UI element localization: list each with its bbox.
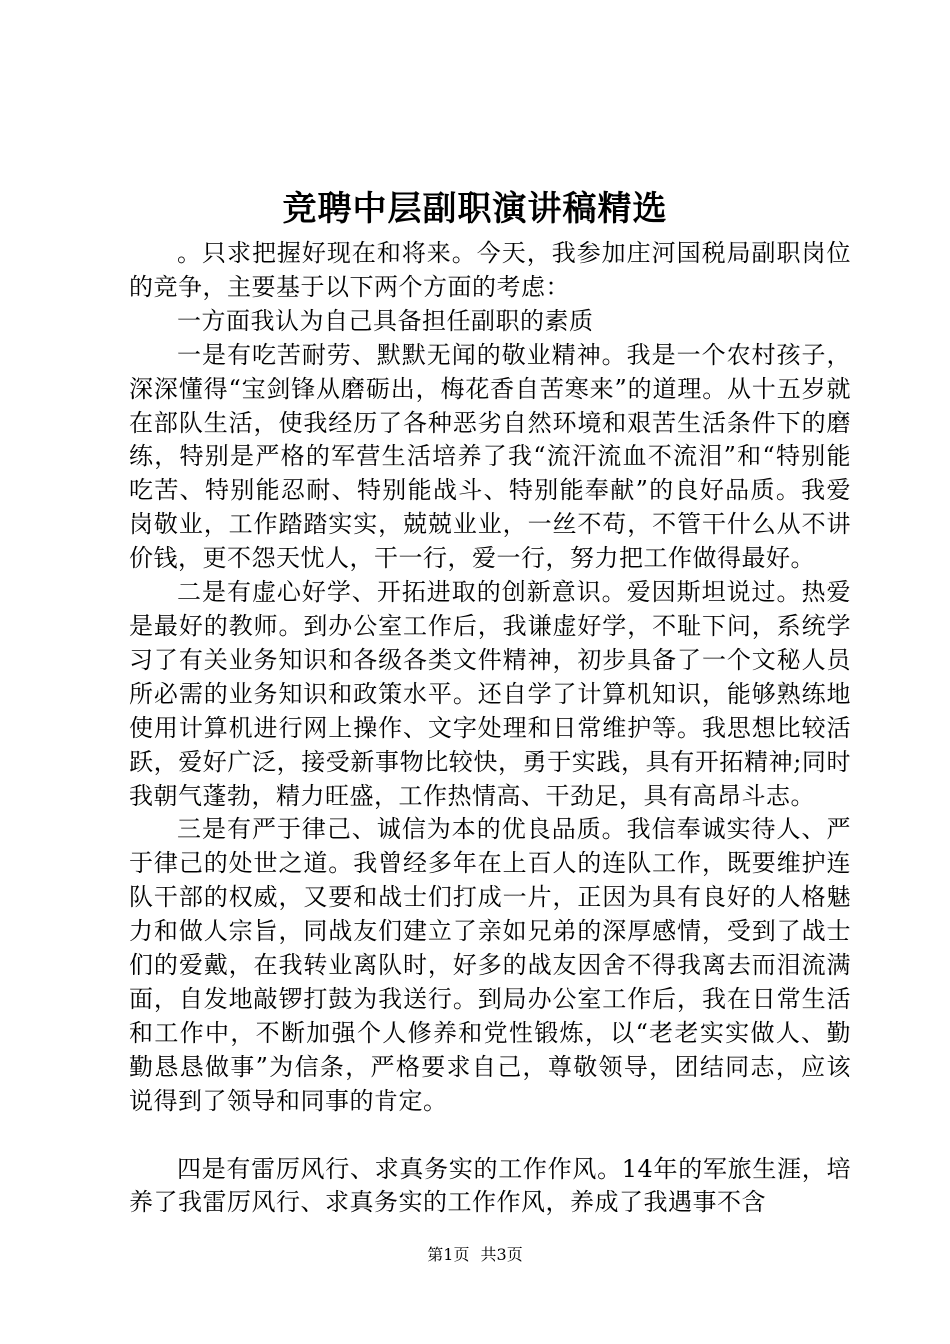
- page-total: 共3页: [480, 1245, 523, 1264]
- document-title: 竞聘中层副职演讲稿精选: [282, 189, 668, 229]
- paragraph-point-one: 一是有吃苦耐劳、默默无闻的敬业精神。我是一个农村孩子，深深懂得“宝剑锋从磨砺出，梅花香自苦寒来”的道理。从十五岁就在部队生活，使我经历了各种恶劣自然环境和艰苦生活条件下的磨练，特别是严格的军营生活培养了我“流汗流血不流泪”和“特别能吃苦、特别能忍耐、特别能战斗、特别能奉献”的良好品质。我爱岗敬业，工作踏踏实实，兢兢业业，一丝不苟，不管干什么从不讲价钱，更不怨天忧人，干一行，爱一行，努力把工作做得最好。: [129, 340, 851, 573]
- paragraph-point-three: 三是有严于律己、诚信为本的优良品质。我信奉诚实待人、严于律己的处世之道。我曾经多年在上百人的连队工作，既要维护连队干部的权威，又要和战士们打成一片，正因为具有良好的人格魅力和做人宗旨，同战友们建立了亲如兄弟的深厚感情，受到了战士们的爱戴，在我转业离队时，好多的战友因舍不得我离去而泪流满面，自发地敲锣打鼓为我送行。到局办公室工作后，我在日常生活和工作中，不断加强个人修养和党性锻炼，以“老老实实做人、勤勤恳恳做事”为信条，严格要求自己，尊敬领导，团结同志，应该说得到了领导和同事的肯定。: [129, 815, 851, 1115]
- paragraph-aspect-heading: 一方面我认为自己具备担任副职的素质: [177, 306, 594, 335]
- paragraph-intro: 。只求把握好现在和将来。今天，我参加庄河国税局副职岗位的竞争，主要基于以下两个方面的考虑：: [129, 239, 851, 301]
- document-body: [129, 237, 851, 1220]
- paragraph-point-two: 二是有虚心好学、开拓进取的创新意识。爱因斯坦说过。热爱是最好的教师。到办公室工作后，我谦虚好学，不耻下问，系统学习了有关业务知识和各级各类文件精神，初步具备了一个文秘人员所必需的业务知识和政策水平。还自学了计算机知识，能够熟练地使用计算机进行网上操作、文字处理和日常维护等。我思想比较活跃，爱好广泛，接受新事物比较快，勇于实践，具有开拓精神;同时我朝气蓬勃，精力旺盛，工作热情高、干劲足，具有高昂斗志。: [129, 578, 851, 810]
- page-footer: [0, 1244, 950, 1266]
- page-number: 第1页: [427, 1245, 470, 1264]
- paragraph-point-four: 四是有雷厉风行、求真务实的工作作风。14年的军旅生涯，培养了我雷厉风行、求真务实的工作作风，养成了我遇事不含: [129, 1154, 851, 1217]
